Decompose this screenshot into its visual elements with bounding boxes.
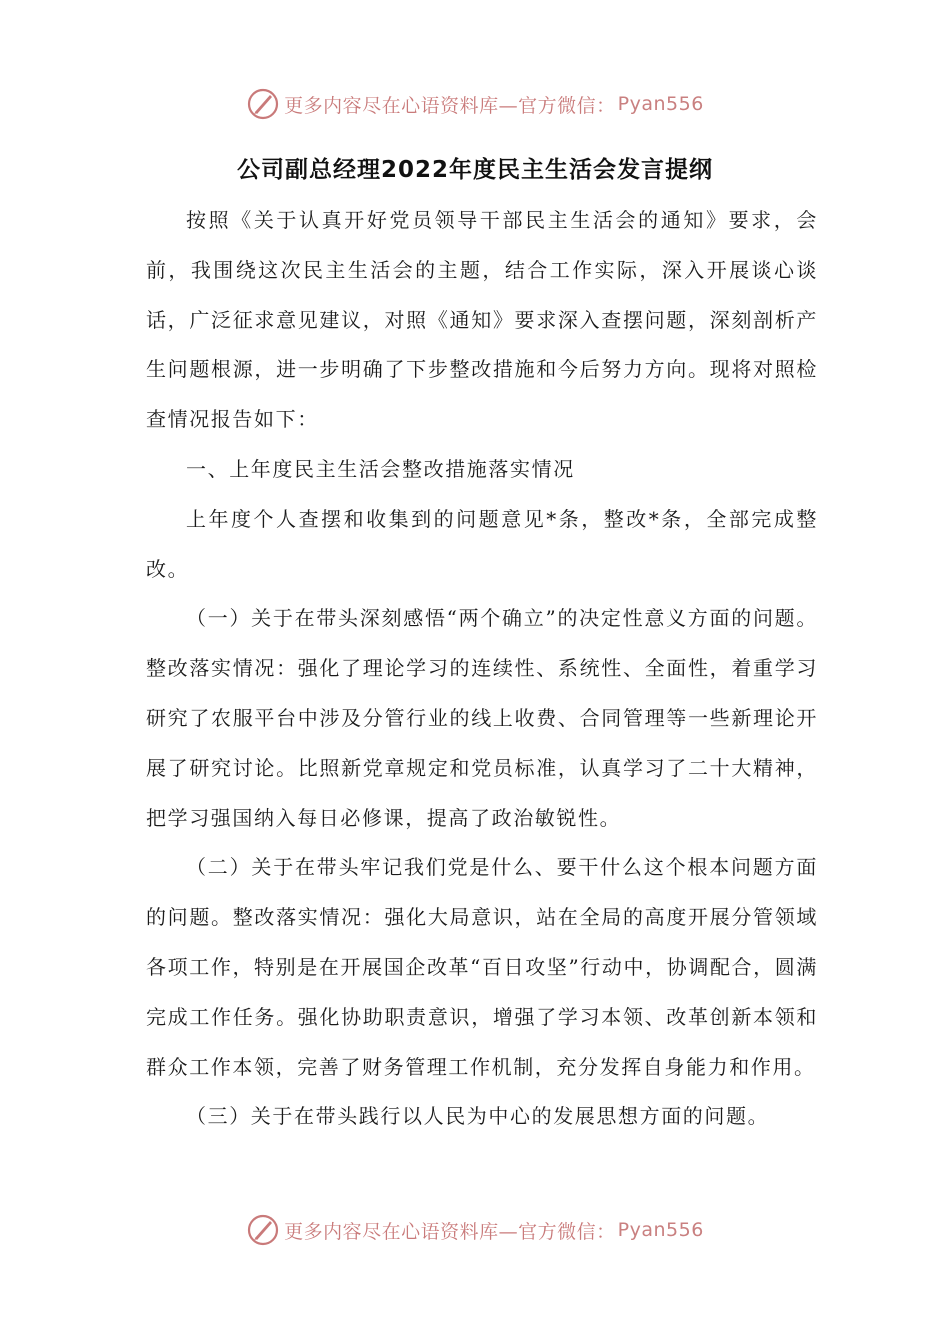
section-heading-1: 一、上年度民主生活会整改措施落实情况: [186, 456, 575, 481]
document-title: 公司副总经理2022年度民主生活会发言提纲: [236, 157, 713, 183]
watermark-wechat-id: Pyan556: [617, 1219, 704, 1241]
watermark-text: 更多内容尽在心语资料库—官方微信：: [284, 94, 616, 117]
footer-watermark: [0, 1210, 950, 1250]
header-watermark: [0, 84, 950, 124]
watermark-wechat-id: Pyan556: [617, 93, 704, 115]
quill-logo-icon: [246, 1213, 280, 1247]
document-body: [146, 196, 818, 1142]
paragraph-item-3: （三）关于在带头践行以人民为中心的发展思想方面的问题。: [186, 1104, 770, 1129]
paragraph-item-2: （二）关于在带头牢记我们党是什么、要干什么这个根本问题方面的问题。整改落实情况：强化大局意识，站在全局的高度开展分管领域各项工作，特别是在开展国企改革“百日攻坚”行动中，协调配合，圆满完成工作任务。强化协助职责意识，增强了学习本领、改革创新本领和群众工作本领，完善了财务管理工作机制，充分发挥自身能力和作用。: [146, 855, 818, 1079]
watermark-text: 更多内容尽在心语资料库—官方微信：: [284, 1220, 616, 1243]
quill-logo-icon: [246, 87, 280, 121]
paragraph-item-1: （一）关于在带头深刻感悟“两个确立”的决定性意义方面的问题。整改落实情况：强化了理论学习的连续性、系统性、全面性，着重学习研究了农服平台中涉及分管行业的线上收费、合同管理等一些新理论开展了研究讨论。比照新党章规定和党员标准，认真学习了二十大精神，把学习强国纳入每日必修课，提高了政治敏锐性。: [146, 606, 818, 830]
paragraph-summary: 上年度个人查摆和收集到的问题意见*条，整改*条，全部完成整改。: [146, 506, 818, 581]
paragraph-intro: 按照《关于认真开好党员领导干部民主生活会的通知》要求，会前，我围绕这次民主生活会的主题，结合工作实际，深入开展谈心谈话，广泛征求意见建议，对照《通知》要求深入查摆问题，深刻剖析产生问题根源，进一步明确了下步整改措施和今后努力方向。现将对照检查情况报告如下：: [146, 208, 818, 432]
